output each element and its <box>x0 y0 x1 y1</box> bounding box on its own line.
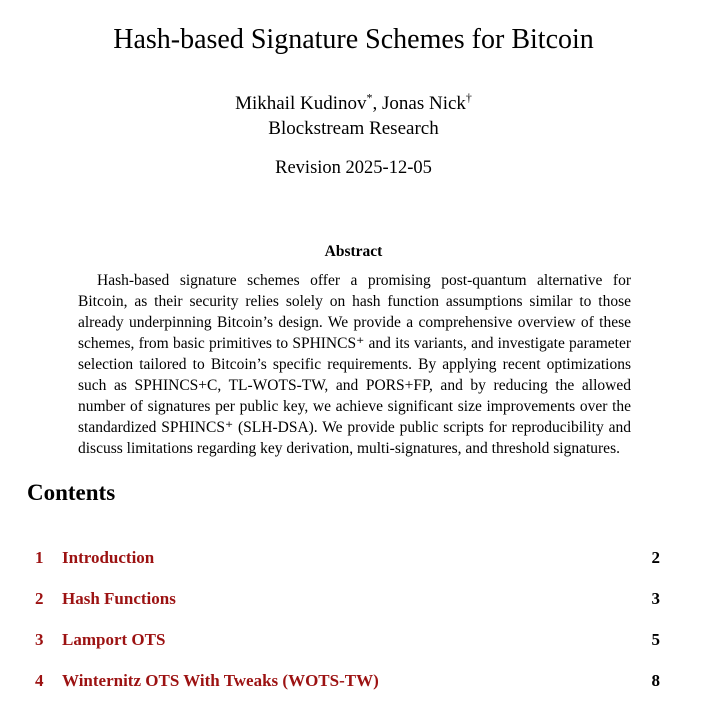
toc-entry-title: Introduction <box>62 548 155 567</box>
abstract-text: Hash-based signature schemes offer a promising post-quantum alternative for Bitcoin, as their security relies solely on hash function assumptions similar to those already underpinning Bitcoin’s design. We provide a comprehensive overview of these schemes, from basic primitives to SPHINCS⁺ and its variants, and investigate parameter selection tailored to Bitcoin’s specific requirements. By applying recent optimizations such as SPHINCS+C, TL-WOTS-TW, and PORS+FP, and by reducing the allowed number of signatures per public key, we achieve significant size improvements over the standardized SPHINCS⁺ (SLH-DSA). We provide public scripts for reproducibility and discuss limitations regarding key derivation, multi-signatures, and threshold signatures. <box>78 272 631 457</box>
toc-entry-number: 3 <box>35 630 44 649</box>
toc-entry-title: Lamport OTS <box>62 630 166 649</box>
toc-entry-page: 5 <box>651 630 660 649</box>
abstract-heading: Abstract <box>324 243 383 260</box>
toc-entry-page: 8 <box>651 671 660 690</box>
author-1-footnote-mark: * <box>366 90 373 105</box>
affiliation: Blockstream Research <box>268 118 439 139</box>
page-title: Hash-based Signature Schemes for Bitcoin <box>113 24 594 55</box>
toc-entry-number: 1 <box>35 548 44 567</box>
table-of-contents <box>0 547 707 691</box>
author-2-footnote-mark: † <box>465 90 472 105</box>
contents-heading: Contents <box>27 480 116 505</box>
toc-entry-page: 2 <box>651 548 660 567</box>
authors-block <box>0 91 707 141</box>
toc-entry-introduction[interactable] <box>35 547 660 568</box>
toc-entry-winternitz-ots[interactable] <box>35 670 660 691</box>
toc-entry-hash-functions[interactable] <box>35 588 660 609</box>
revision-date: Revision 2025-12-05 <box>275 158 432 178</box>
toc-entry-number: 4 <box>35 671 44 690</box>
authors-line <box>0 91 707 116</box>
toc-entry-title: Hash Functions <box>62 589 176 608</box>
toc-entry-number: 2 <box>35 589 44 608</box>
toc-entry-title: Winternitz OTS With Tweaks (WOTS-TW) <box>62 671 379 690</box>
authors-separator: , <box>372 93 382 114</box>
toc-entry-lamport-ots[interactable] <box>35 629 660 650</box>
author-name-1: Mikhail Kudinov <box>235 93 367 114</box>
author-name-2: Jonas Nick <box>382 93 466 114</box>
toc-entry-page: 3 <box>651 589 660 608</box>
